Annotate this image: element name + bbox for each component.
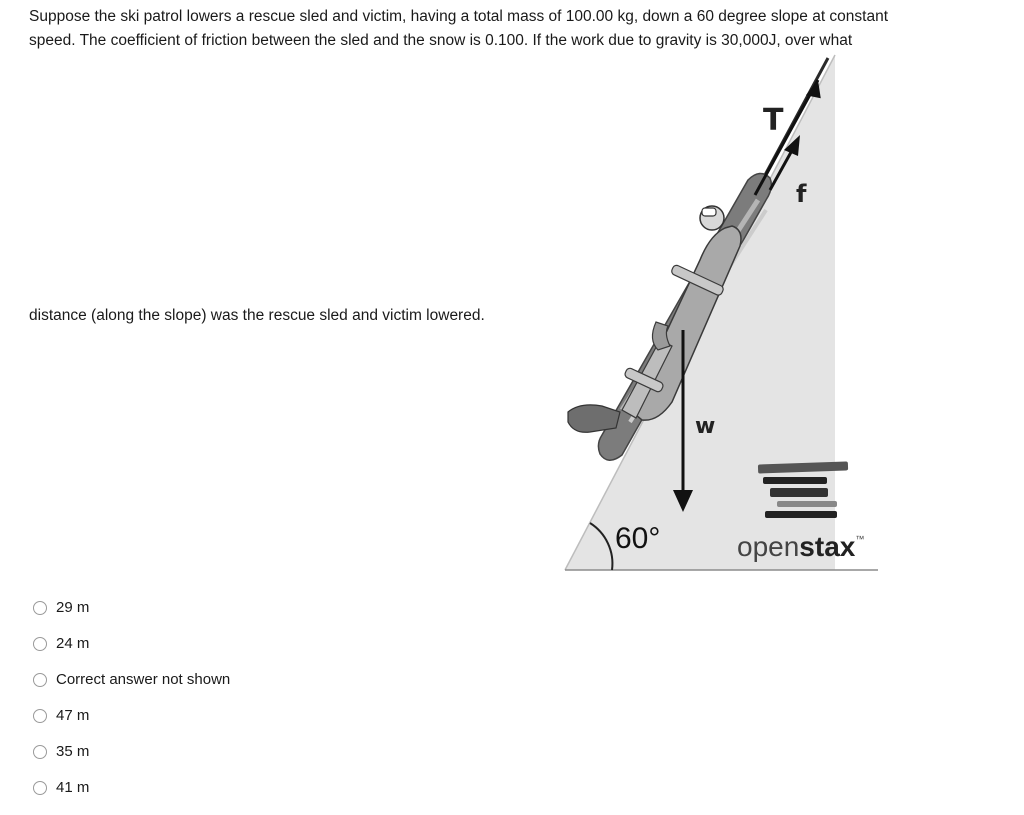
answer-option-label: 47 m bbox=[56, 707, 90, 724]
logo-trademark: ™ bbox=[855, 534, 865, 544]
answer-options bbox=[33, 590, 230, 806]
question-text-line-3: distance (along the slope) was the rescue sled and victim lowered. bbox=[29, 307, 485, 324]
logo-text-open: open bbox=[737, 531, 800, 562]
answer-option[interactable] bbox=[33, 590, 230, 626]
answer-option[interactable] bbox=[33, 734, 230, 770]
logo-text-stax: stax bbox=[799, 531, 856, 562]
radio-button[interactable] bbox=[33, 709, 47, 723]
question-text-line-1: Suppose the ski patrol lowers a rescue sled and victim, having a total mass of 100.00 kg, down a 60 degree slope at constant bbox=[29, 8, 889, 25]
radio-button[interactable] bbox=[33, 637, 47, 651]
answer-option-label: Correct answer not shown bbox=[56, 671, 231, 688]
radio-button[interactable] bbox=[33, 673, 47, 687]
question-text-line-2: speed. The coefficient of friction between the sled and the snow is 0.100. If the work due to gravity is 30,000J, over what bbox=[29, 32, 853, 49]
answer-option[interactable] bbox=[33, 698, 230, 734]
weight-label: w bbox=[695, 414, 716, 439]
answer-option-label: 35 m bbox=[56, 743, 90, 760]
friction-label: f bbox=[796, 180, 807, 208]
answer-option-label: 29 m bbox=[56, 599, 90, 616]
answer-option[interactable] bbox=[33, 770, 230, 806]
answer-option[interactable] bbox=[33, 662, 230, 698]
radio-button[interactable] bbox=[33, 601, 47, 615]
svg-text:openstax™ bbox=[737, 531, 864, 562]
radio-button[interactable] bbox=[33, 745, 47, 759]
answer-option[interactable] bbox=[33, 626, 230, 662]
angle-label: 60° bbox=[615, 522, 661, 555]
tension-label: T bbox=[763, 103, 784, 138]
answer-option-label: 41 m bbox=[56, 779, 90, 796]
rescue-sled-diagram bbox=[560, 50, 890, 580]
radio-button[interactable] bbox=[33, 781, 47, 795]
answer-option-label: 24 m bbox=[56, 635, 90, 652]
